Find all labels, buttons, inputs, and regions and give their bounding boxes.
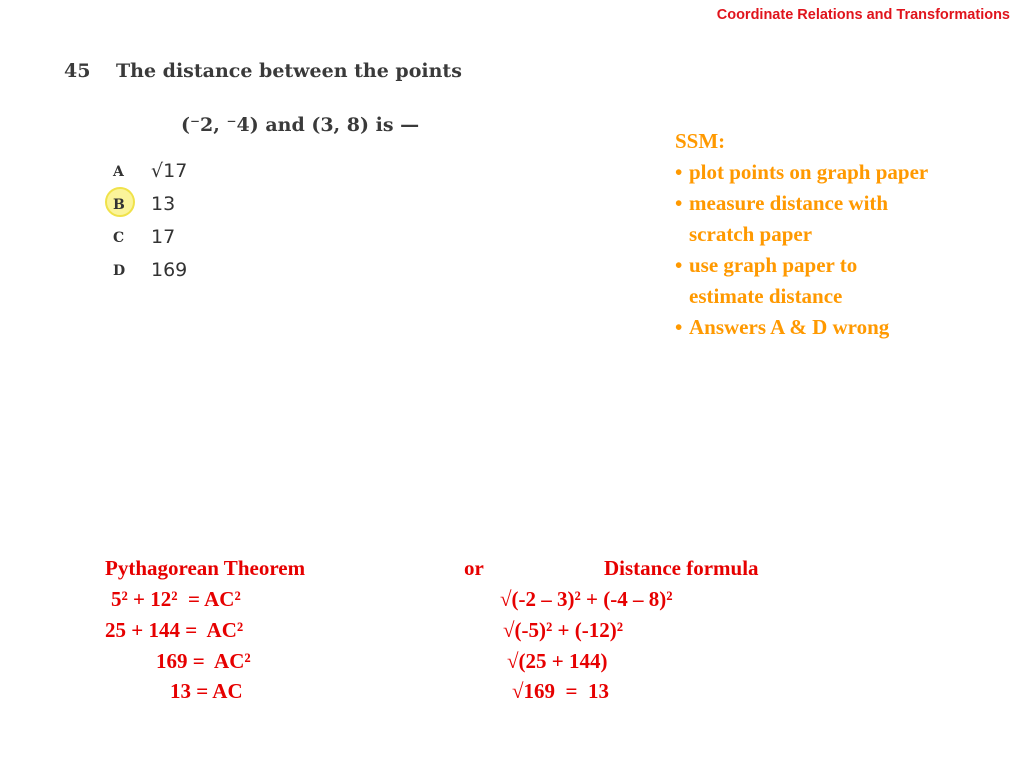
- choice-value: 169: [151, 259, 188, 281]
- ssm-item: [675, 188, 928, 250]
- pythagorean-step-2: 25 + 144 = AC²: [105, 618, 244, 642]
- ssm-item-text: use graph paper to: [689, 253, 858, 277]
- choice-letter: D: [113, 263, 126, 279]
- distance-step-2: √(-5)² + (-12)²: [503, 618, 624, 642]
- ssm-item-text-continued: scratch paper: [689, 222, 813, 246]
- choice-letter: C: [113, 230, 125, 246]
- distance-step-4: √169 = 13: [512, 679, 609, 703]
- ssm-item: [675, 250, 928, 312]
- distance-step-1: √(-2 – 3)² + (-4 – 8)²: [500, 587, 673, 611]
- choice-value: √17: [151, 160, 188, 182]
- question-text: The distance between the points: [116, 60, 462, 82]
- pythagorean-step-1: 5² + 12² = AC²: [111, 587, 241, 611]
- pythagorean-step-3: 169 = AC²: [156, 649, 251, 673]
- bullet-icon: •: [675, 253, 683, 277]
- ssm-item: [675, 157, 928, 188]
- question-number: 45: [64, 60, 91, 82]
- choice-value: 17: [151, 226, 176, 248]
- question-points: (⁻2, ⁻4) and (3, 8) is —: [181, 114, 420, 136]
- choice-value: 13: [151, 193, 176, 215]
- choice-letter: B: [113, 197, 125, 213]
- choice-letter: A: [113, 164, 124, 180]
- distance-step-3: √(25 + 144): [507, 649, 608, 673]
- ssm-item-text: Answers A & D wrong: [689, 315, 890, 339]
- bullet-icon: •: [675, 315, 683, 339]
- ssm-item-text: measure distance with: [689, 191, 889, 215]
- pythagorean-title: Pythagorean Theorem: [105, 556, 306, 580]
- or-label: or: [464, 556, 484, 580]
- ssm-item-text-continued: estimate distance: [689, 284, 843, 308]
- ssm-list: [675, 157, 928, 343]
- ssm-item-text: plot points on graph paper: [689, 160, 929, 184]
- pythagorean-step-4: 13 = AC: [170, 679, 243, 703]
- distance-formula-title: Distance formula: [604, 556, 759, 580]
- bullet-icon: •: [675, 160, 683, 184]
- bullet-icon: •: [675, 191, 683, 215]
- slide-header-title: Coordinate Relations and Transformations: [716, 7, 1010, 23]
- ssm-notes: [675, 126, 928, 343]
- ssm-title: SSM:: [675, 129, 726, 153]
- ssm-item: [675, 312, 928, 343]
